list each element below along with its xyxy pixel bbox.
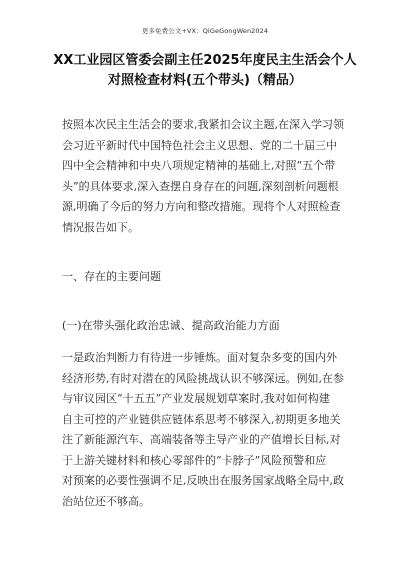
paragraph-line: 头”的具体要求,深入查摆自身存在的问题,深刻剖析问题根 <box>62 179 339 193</box>
paragraph-line: 一是政治判断力有待进一步锤炼。面对复杂多变的国内外 <box>62 351 337 364</box>
section-heading: 一、存在的主要问题 <box>62 270 161 283</box>
paragraph-line: 于上游关键材料和核心零部件的“卡脖子”风险预警和应 <box>62 453 327 467</box>
document-title <box>40 51 370 91</box>
body-paragraph <box>62 348 352 512</box>
header-note: 更多免费公文+VX：QiGeGongWen2024 <box>141 27 269 35</box>
paragraph-line: 治站位还不够高。 <box>62 494 150 508</box>
subsection-heading: (一)在带头强化政治忠诚、提高政治能力方面 <box>62 319 280 332</box>
title-line: 对照检查材料(五个带头)（精品） <box>108 73 302 88</box>
paragraph-line: 情况报告如下。 <box>62 220 139 234</box>
title-line: XX工业园区管委会副主任2025年度民主生活会个人 <box>53 53 357 68</box>
paragraph-line: 源,明确了今后的努力方向和整改措施。现将个人对照检查 <box>62 200 341 213</box>
paragraph-line: 经济形势,有时对潜在的风险挑战认识不够深远。例如,在参 <box>62 371 344 385</box>
intro-paragraph <box>62 115 352 238</box>
paragraph-line: 与审议园区“十五五”产业发展规划草案时,我对如何构建 <box>62 392 330 405</box>
paragraph-line: 对预案的必要性强调不足,反映出在服务国家战略全局中,政 <box>62 474 344 487</box>
paragraph-line: 四中全会精神和中央八项规定精神的基础上,对照“五个带 <box>62 159 336 172</box>
paragraph-line: 自主可控的产业链供应链体系思考不够深入,初期更多地关 <box>62 412 341 426</box>
paragraph-line: 会习近平新时代中国特色社会主义思想、党的二十届三中 <box>62 138 337 152</box>
paragraph-line: 按照本次民主生活会的要求,我紧扣会议主题,在深入学习领 <box>62 118 344 131</box>
paragraph-line: 注了新能源汽车、高端装备等主导产业的产值增长目标,对 <box>62 433 341 446</box>
